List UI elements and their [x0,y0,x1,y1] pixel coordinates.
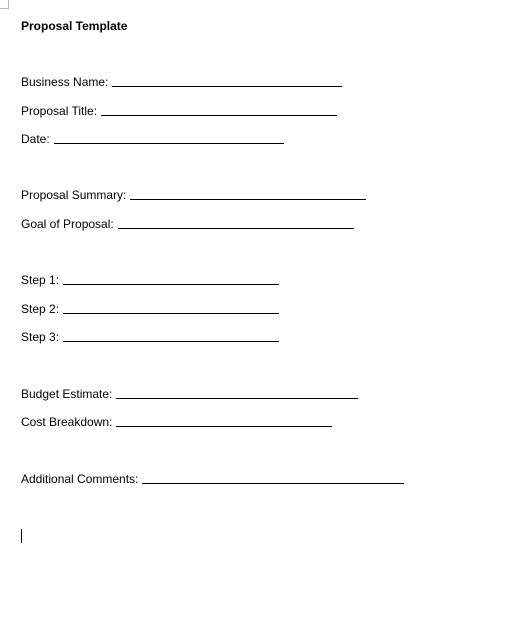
step-3-field[interactable] [21,330,279,345]
budget-estimate-label: Budget Estimate: [21,387,113,401]
step-3-label: Step 3: [21,330,60,344]
step-2-label: Step 2: [21,302,60,316]
step-1-field[interactable] [21,273,279,288]
proposal-title-field[interactable] [21,104,337,119]
date-field[interactable] [21,132,284,147]
proposal-summary-blank-line[interactable] [130,199,366,200]
cost-breakdown-label: Cost Breakdown: [21,415,113,429]
business-name-blank-line[interactable] [112,86,342,87]
goal-of-proposal-blank-line[interactable] [118,228,354,229]
cost-breakdown-blank-line[interactable] [116,426,332,427]
goal-of-proposal-label: Goal of Proposal: [21,217,114,231]
step-3-blank-line[interactable] [63,341,279,342]
proposal-summary-field[interactable] [21,188,366,203]
document-title: Proposal Template [21,19,128,33]
business-name-label: Business Name: [21,75,109,89]
additional-comments-blank-line[interactable] [142,483,404,484]
date-label: Date: [21,132,50,146]
step-1-blank-line[interactable] [63,284,279,285]
proposal-title-label: Proposal Title: [21,104,98,118]
additional-comments-field[interactable] [21,472,404,487]
step-2-blank-line[interactable] [63,313,279,314]
date-blank-line[interactable] [54,143,284,144]
proposal-summary-label: Proposal Summary: [21,188,127,202]
additional-comments-label: Additional Comments: [21,472,139,486]
goal-of-proposal-field[interactable] [21,217,354,232]
business-name-field[interactable] [21,75,342,90]
budget-estimate-blank-line[interactable] [116,398,358,399]
step-2-field[interactable] [21,302,279,317]
step-1-label: Step 1: [21,273,60,287]
cost-breakdown-field[interactable] [21,415,332,430]
budget-estimate-field[interactable] [21,387,358,402]
page-corner-marker [0,0,9,9]
proposal-title-blank-line[interactable] [101,115,337,116]
text-cursor [21,529,22,543]
